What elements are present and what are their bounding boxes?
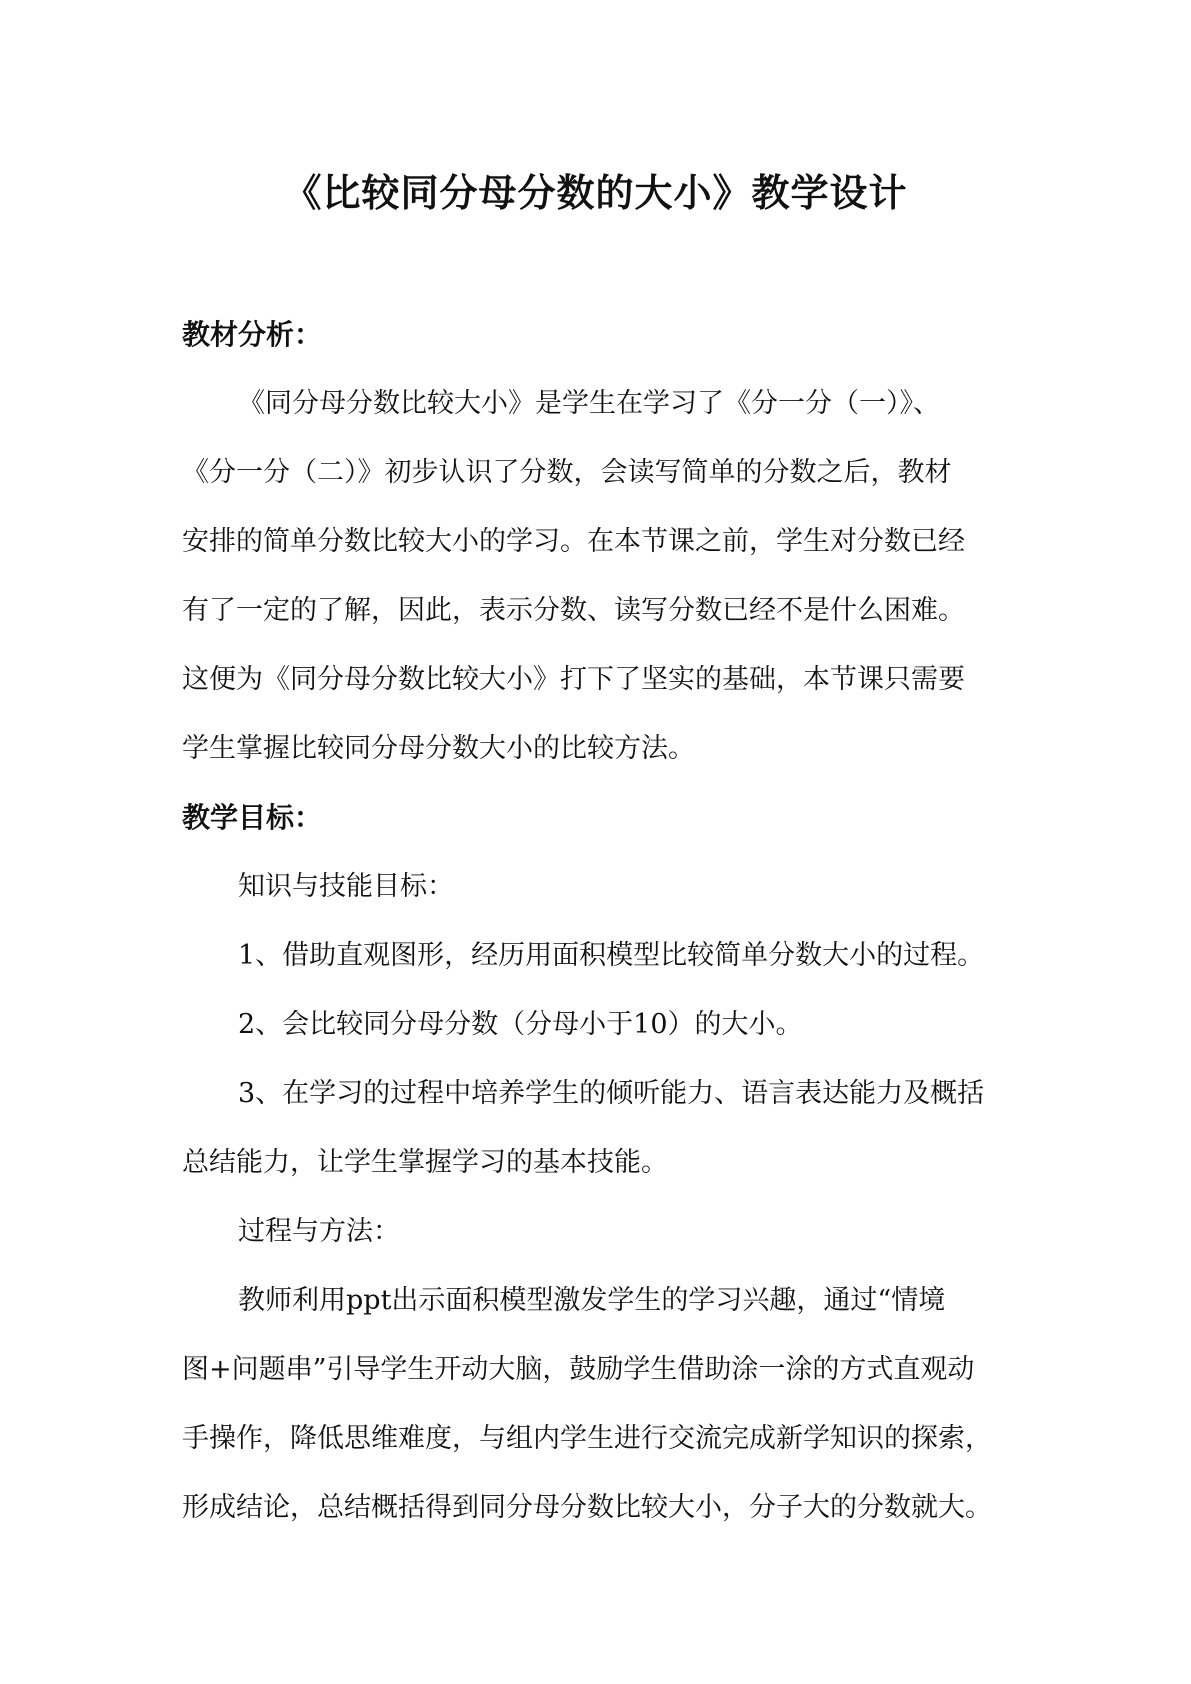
process-line: 教师利用ppt出示面积模型激发学生的学习兴趣，通过“情境: [238, 1285, 946, 1316]
analysis-line: 学生掌握比较同分母分数大小的比较方法。: [182, 733, 695, 764]
analysis-line: 有了一定的了解，因此，表示分数、读写分数已经不是什么困难。: [182, 595, 965, 626]
analysis-line: 《同分母分数比较大小》是学生在学习了《分一分（一）》、: [238, 388, 940, 419]
document-body: [182, 300, 1012, 1542]
analysis-line: 《分一分（二）》初步认识了分数，会读写简单的分数之后，教材: [182, 457, 952, 488]
process-line: 手操作，降低思维难度，与组内学生进行交流完成新学知识的探索，: [182, 1423, 992, 1454]
process-method-label: 过程与方法：: [238, 1216, 400, 1247]
objective-item-2: 2、会比较同分母分数（分母小于10）的大小。: [238, 1009, 803, 1040]
objective-item-3: [182, 1059, 1012, 1197]
analysis-line: 安排的简单分数比较大小的学习。在本节课之前，学生对分数已经: [182, 526, 965, 557]
document-title: 《比较同分母分数的大小》教学设计: [283, 170, 908, 215]
objective-item-1: 1、借助直观图形，经历用面积模型比较简单分数大小的过程。: [238, 940, 985, 971]
objective-item-3-line: 3、在学习的过程中培养学生的倾听能力、语言表达能力及概括: [238, 1078, 985, 1109]
process-line: 形成结论，总结概括得到同分母分数比较大小，分子大的分数就大。: [182, 1492, 992, 1523]
analysis-line: 这便为《同分母分数比较大小》打下了坚实的基础，本节课只需要: [182, 664, 965, 695]
knowledge-skills-label: 知识与技能目标：: [238, 871, 454, 902]
section-heading-analysis: 教材分析：: [182, 318, 323, 351]
analysis-paragraph: [182, 369, 1012, 783]
process-line: 图+问题串”引导学生开动大脑，鼓励学生借助涂一涂的方式直观动: [182, 1354, 975, 1385]
objective-item-3-line: 总结能力，让学生掌握学习的基本技能。: [182, 1147, 668, 1178]
process-paragraph: [182, 1266, 1012, 1542]
section-heading-objectives: 教学目标：: [182, 801, 323, 834]
